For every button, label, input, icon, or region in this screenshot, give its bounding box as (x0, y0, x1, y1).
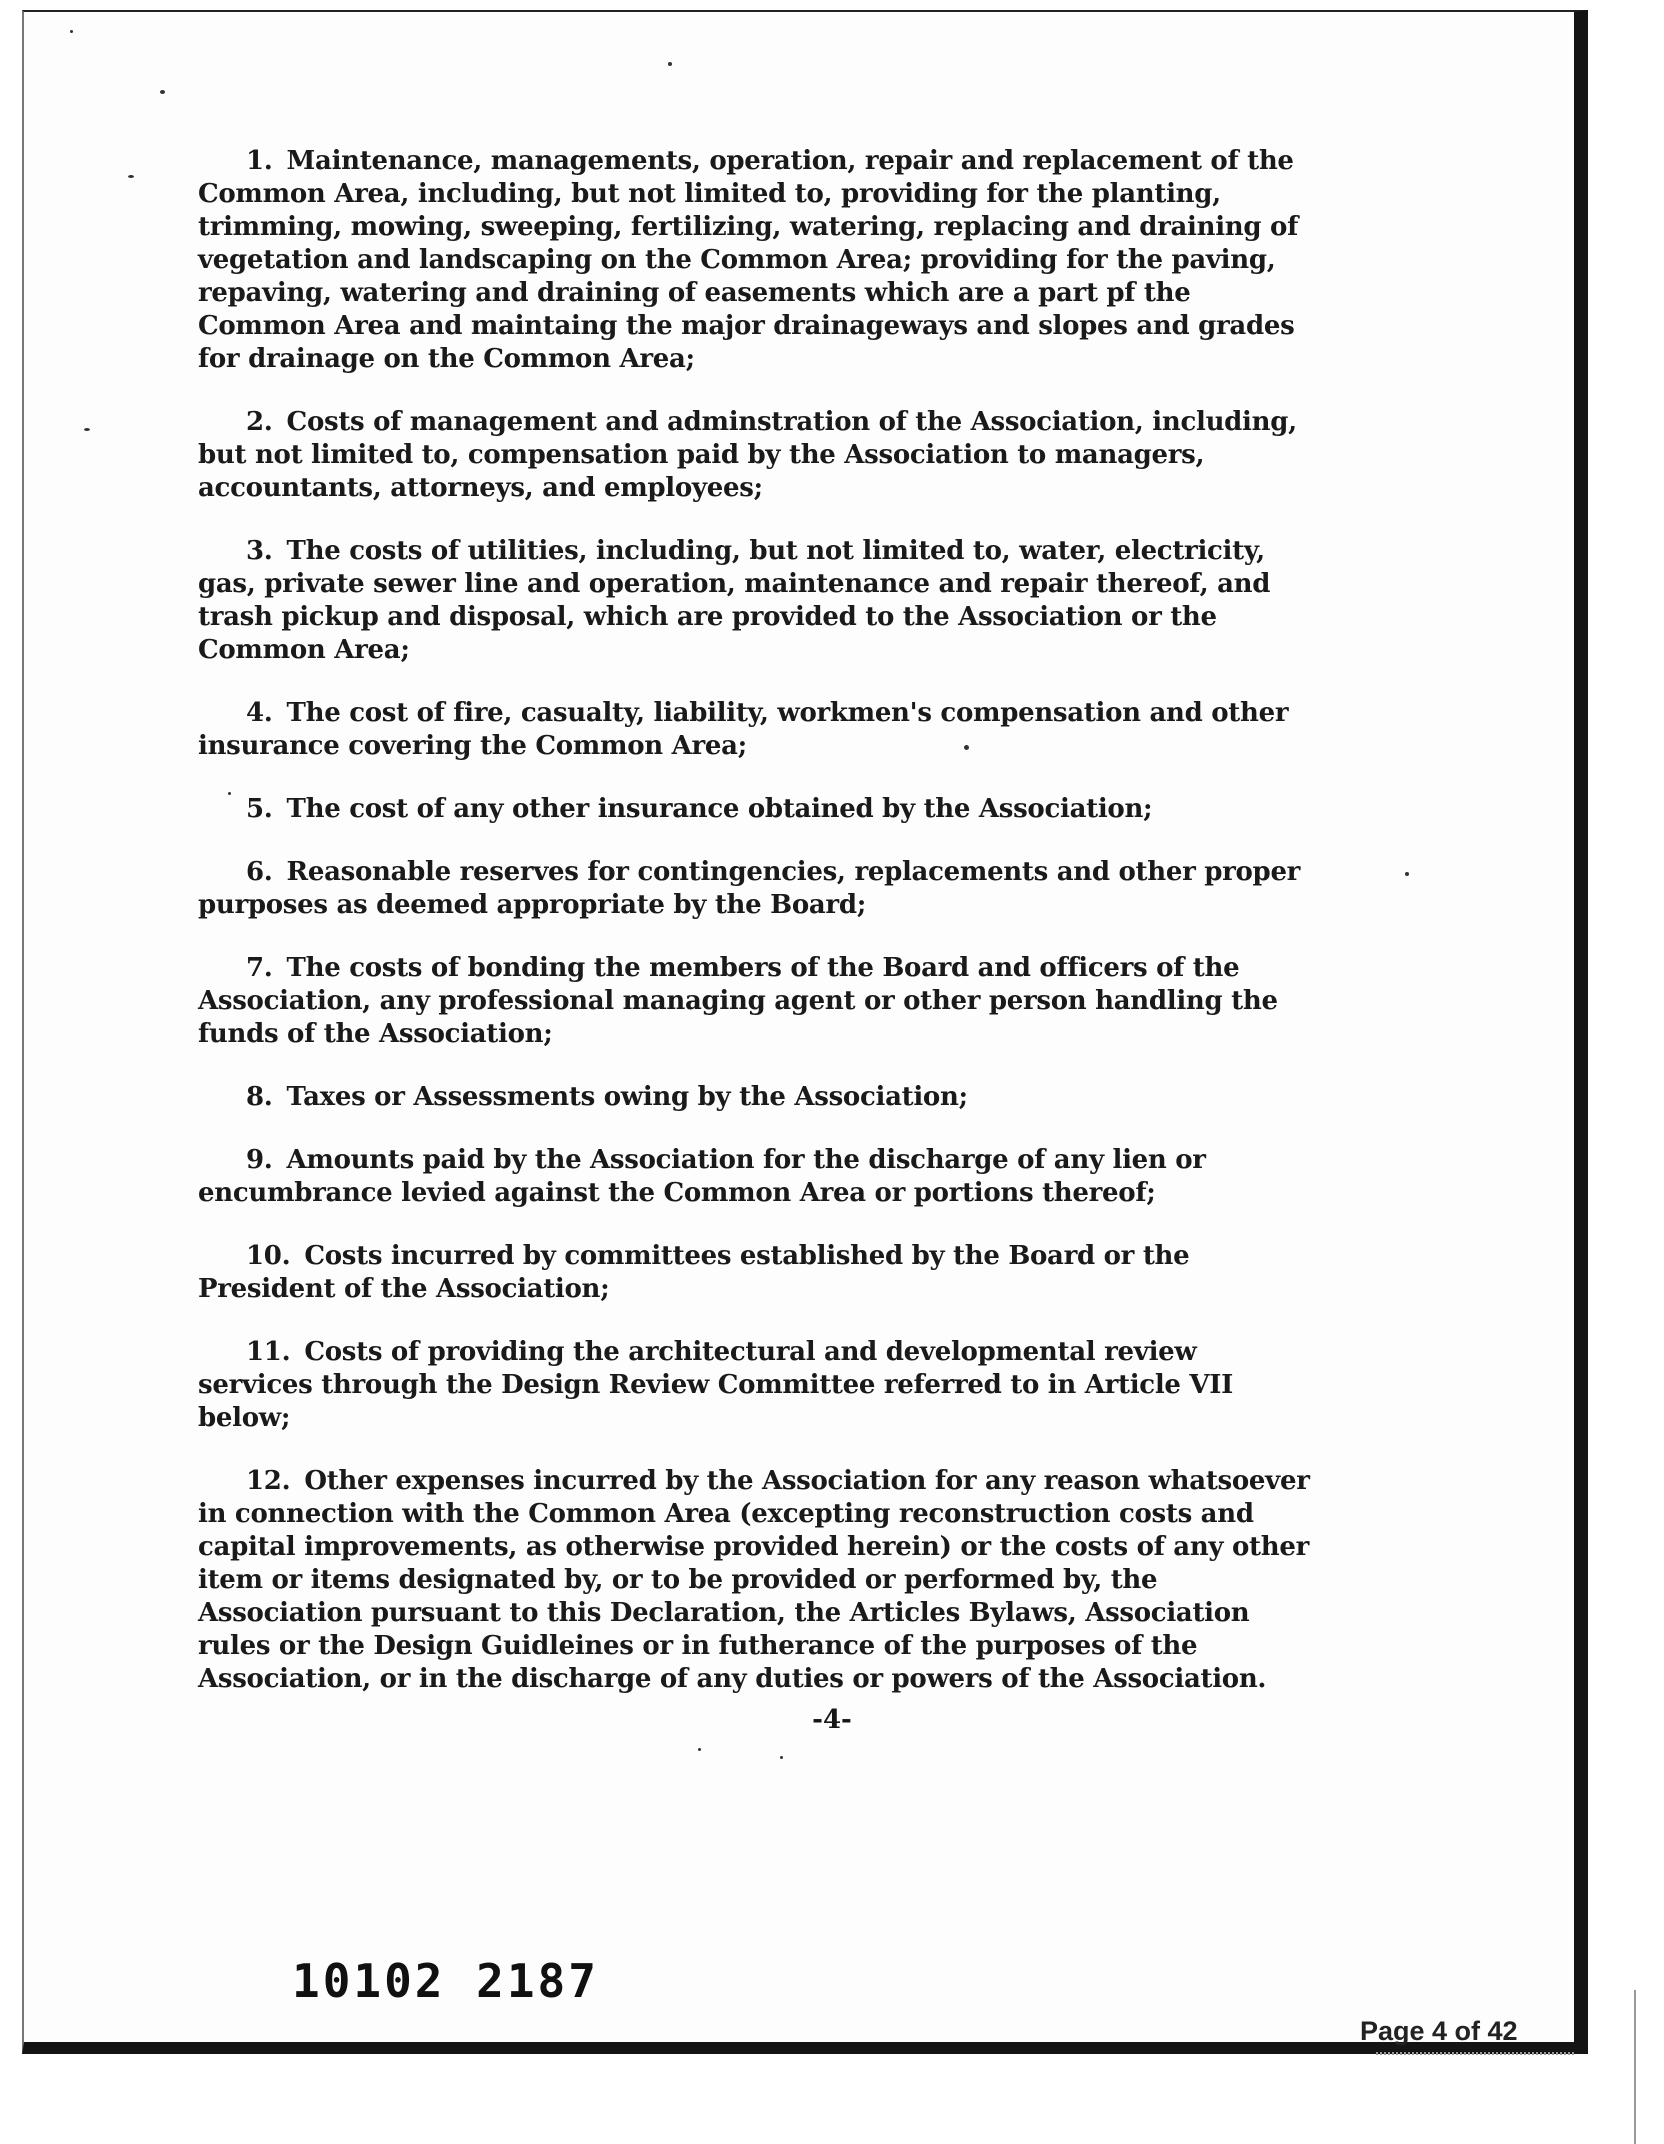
item-text: The cost of fire, casualty, liability, workmen's compensation and other insurance covering the Common Area; (198, 698, 1289, 761)
document-code: 10102 2187 (292, 1954, 599, 2008)
list-item (198, 406, 1318, 505)
item-text: Amounts paid by the Association for the discharge of any lien or encumbrance levied against the Common Area or portions thereof; (198, 1145, 1206, 1208)
scan-speck (70, 30, 73, 33)
list-item (198, 1336, 1318, 1435)
item-text: The costs of bonding the members of the Board and officers of the Association, any professional managing agent or other person handling the funds of the Association; (198, 953, 1278, 1049)
list-item (198, 952, 1318, 1051)
item-number: 7. (246, 953, 273, 983)
item-text: Costs incurred by committees established by the Board or the President of the Association; (198, 1241, 1190, 1304)
item-number: 2. (246, 407, 273, 437)
item-number: 5. (246, 794, 273, 824)
list-item (198, 697, 1318, 763)
page-footer: Page 4 of 42 (1360, 2016, 1518, 2046)
scan-edge (1634, 1990, 1636, 2144)
list-item (198, 856, 1318, 922)
item-number: 10. (246, 1241, 291, 1271)
scan-speck (668, 62, 672, 66)
list-item (198, 1081, 1318, 1114)
item-text: The cost of any other insurance obtained by the Association; (286, 794, 1153, 824)
item-number: 4. (246, 698, 273, 728)
document-body (198, 145, 1318, 1726)
list-item (198, 1144, 1318, 1210)
page-number: -4- (812, 1705, 852, 1735)
item-number: 6. (246, 857, 273, 887)
item-number: 1. (246, 146, 273, 176)
item-number: 12. (246, 1466, 291, 1496)
list-item (198, 145, 1318, 376)
scan-speck (160, 90, 165, 94)
scan-speck (128, 175, 134, 178)
item-number: 11. (246, 1337, 291, 1367)
scan-speck (84, 428, 90, 431)
list-item (198, 793, 1318, 826)
list-item (198, 1465, 1318, 1696)
item-number: 3. (246, 536, 273, 566)
list-item (198, 535, 1318, 667)
item-text: Taxes or Assessments owing by the Association; (286, 1082, 968, 1112)
item-text: Reasonable reserves for contingencies, replacements and other proper purposes as deemed appropriate by the Board; (198, 857, 1301, 920)
item-text: Costs of management and adminstration of the Association, including, but not limited to, compensation paid by the Association to managers, accountants, attorneys, and employees; (198, 407, 1297, 503)
scan-speck (780, 1756, 783, 1759)
item-text: Costs of providing the architectural and developmental review services through the Design Review Committee referred to in Article VII below; (198, 1337, 1233, 1433)
list-item (198, 1240, 1318, 1306)
scan-speck (1405, 872, 1409, 876)
item-number: 8. (246, 1082, 273, 1112)
item-text: Maintenance, managements, operation, repair and replacement of the Common Area, including, but not limited to, providing for the planting, trimming, mowing, sweeping, fertilizing, watering, replacing and draining of vegetation and landscaping on the Common Area; providing for the paving, repaving, watering and draining of easements which are a part pf the Common Area and maintaing the major drainageways and slopes and grades for drainage on the Common Area; (198, 146, 1298, 374)
scan-speck (698, 1748, 701, 1751)
item-text: The costs of utilities, including, but not limited to, water, electricity, gas, private sewer line and operation, maintenance and repair thereof, and trash pickup and disposal, which are provided to the Association or the Common Area; (198, 536, 1271, 665)
item-number: 9. (246, 1145, 273, 1175)
scan-artifact (1376, 2052, 1576, 2055)
item-text: Other expenses incurred by the Association for any reason whatsoever in connection with the Common Area (excepting reconstruction costs and capital improvements, as otherwise provided herein) or the costs of any other item or items designated by, or to be provided or performed by, the Association pursuant to this Declaration, the Articles Bylaws, Association rules or the Design Guidleines or in futherance of the purposes of the Association, or in the discharge of any duties or powers of the Association. (198, 1466, 1310, 1694)
